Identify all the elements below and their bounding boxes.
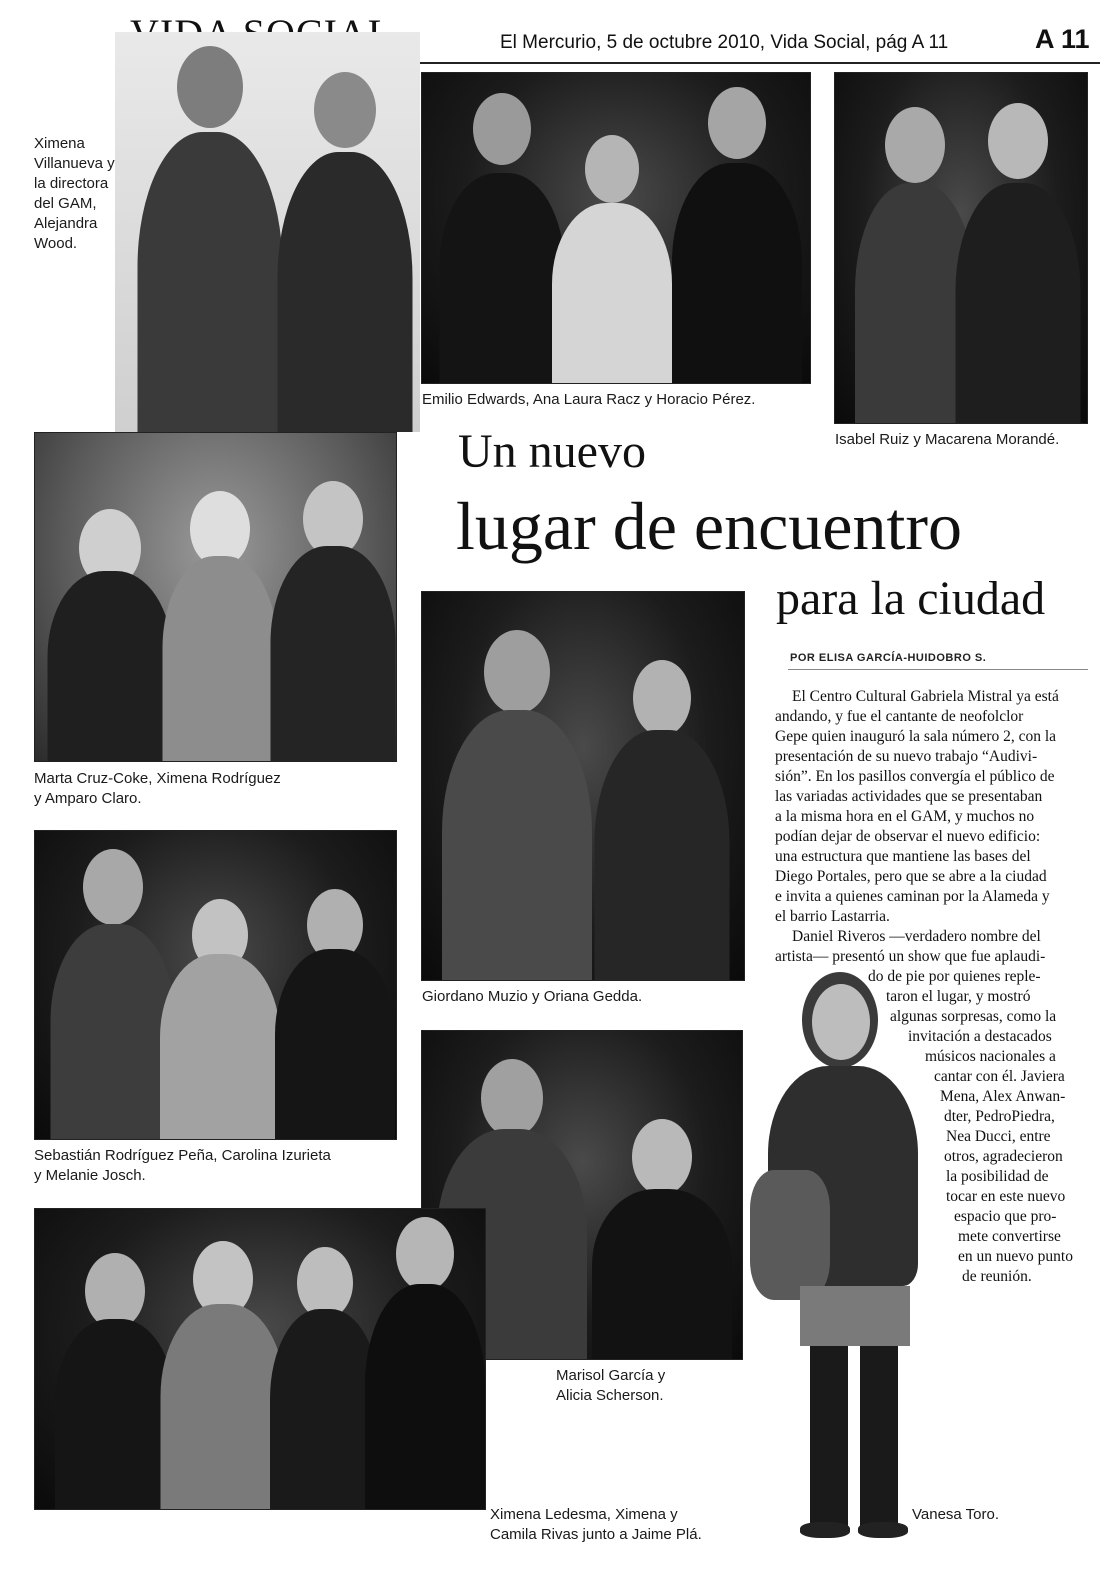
caption-ledesma-rivas-pla: Ximena Ledesma, Ximena y Camila Rivas junto a Jaime Plá. [490, 1506, 702, 1543]
article-line: Mena, Alex Anwan- [940, 1088, 1066, 1105]
caption-muzio-gedda: Giordano Muzio y Oriana Gedda. [422, 988, 643, 1005]
article-line: algunas sorpresas, como la [890, 1008, 1057, 1025]
caption-cruzcoke-rodriguez-claro: Marta Cruz-Coke, Ximena Rodríguez y Amparo Claro. [34, 770, 281, 807]
article-line: taron el lugar, y mostró [886, 988, 1031, 1005]
article-line: e invita a quienes caminan por la Alameda y [775, 888, 1050, 905]
article-line: de reunión. [962, 1268, 1032, 1285]
page-number: A 11 [1035, 24, 1090, 54]
photo-muzio-gedda [421, 591, 745, 981]
photo-villanueva-wood [115, 32, 420, 432]
photo-ledesma-rivas-pla [34, 1208, 486, 1510]
article-line: podían dejar de observar el nuevo edificio: [775, 828, 1041, 845]
article-line: presentación de su nuevo trabajo “Audivi- [775, 748, 1038, 765]
article-line: dter, PedroPiedra, [944, 1108, 1055, 1125]
article-line: invitación a destacados [908, 1028, 1052, 1045]
photo-vanesa-toro [730, 970, 960, 1560]
article-line: espacio que pro- [954, 1208, 1057, 1225]
article-line: otros, agradecieron [944, 1148, 1063, 1165]
article-line: en un nuevo punto [958, 1248, 1073, 1265]
byline: POR ELISA GARCÍA-HUIDOBRO S. [790, 652, 987, 664]
article-line: tocar en este nuevo [946, 1188, 1066, 1205]
article-line: Nea Ducci, entre [946, 1128, 1051, 1145]
byline-rule [788, 669, 1088, 670]
article-line: el barrio Lastarria. [775, 908, 890, 925]
caption-rodriguezpena-izurieta-josch: Sebastián Rodríguez Peña, Carolina Izurieta y Melanie Josch. [34, 1147, 331, 1184]
article-line: do de pie por quienes reple- [868, 968, 1041, 985]
article-line: una estructura que mantiene las bases del [775, 848, 1031, 865]
article-line: mete convertirse [958, 1228, 1061, 1245]
caption-villanueva-wood: Ximena Villanueva y la directora del GAM, Alejandra Wood. [34, 135, 115, 252]
photo-ruiz-morande [834, 72, 1088, 424]
article-line: El Centro Cultural Gabriela Mistral ya está [792, 688, 1059, 705]
article-line: la posibilidad de [946, 1168, 1049, 1185]
photo-cruzcoke-rodriguez-claro [34, 432, 397, 762]
article-line: Diego Portales, pero que se abre a la ciudad [775, 868, 1047, 885]
photo-rodriguezpena-izurieta-josch [34, 830, 397, 1140]
article-line: artista— presentó un show que fue aplaudi- [775, 948, 1046, 965]
caption-ruiz-morande: Isabel Ruiz y Macarena Morandé. [835, 431, 1060, 448]
article-line: sión”. En los pasillos convergía el público de [775, 768, 1055, 785]
photo-edwards-racz-perez [421, 72, 811, 384]
article-line: cantar con él. Javiera [934, 1068, 1065, 1085]
article-line: a la misma hora en el GAM, y muchos no [775, 808, 1035, 825]
article-line: Daniel Riveros —verdadero nombre del [792, 928, 1041, 945]
headline-line-2: lugar de encuentro [456, 488, 962, 564]
caption-vanesa-toro: Vanesa Toro. [912, 1506, 1000, 1523]
headline-line-1: Un nuevo [458, 425, 646, 478]
publication-info: El Mercurio, 5 de octubre 2010, Vida Social, pág A 11 [500, 32, 949, 53]
article-line: andando, y fue el cantante de neofolclor [775, 708, 1024, 725]
article-line: Gepe quien inauguró la sala número 2, con la [775, 728, 1057, 745]
headline-line-3: para la ciudad [776, 572, 1046, 625]
caption-edwards-racz-perez: Emilio Edwards, Ana Laura Racz y Horacio Pérez. [422, 391, 756, 408]
article-line: las variadas actividades que se presentaban [775, 788, 1043, 805]
article-line: músicos nacionales a [925, 1048, 1056, 1065]
caption-garcia-scherson: Marisol García y Alicia Scherson. [556, 1367, 666, 1404]
